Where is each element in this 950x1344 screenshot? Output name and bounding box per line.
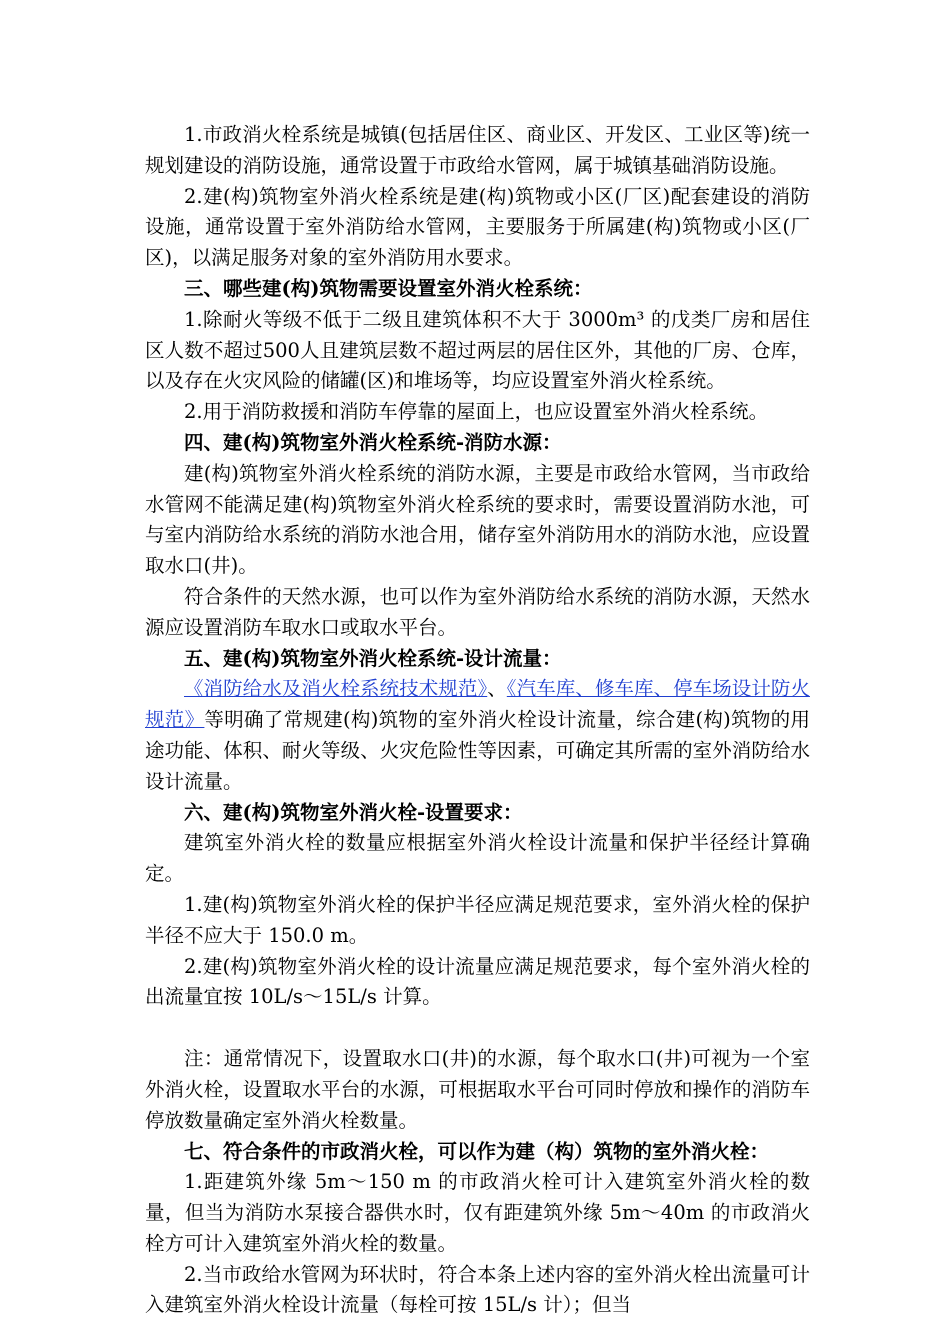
link-separator: 、 <box>487 677 507 701</box>
paragraph-section-7-item-2: 2.当市政给水管网为环状时，符合本条上述内容的室外消火栓出流量可计入建筑室外消火栓设计流量（每栓可按 15L/s 计）；但当 <box>145 1262 810 1317</box>
paragraph-section-7-item-1: 1.距建筑外缘 5m～150 m 的市政消火栓可计入建筑室外消火栓的数量，但当为消防水泵接合器供水时，仅有距建筑外缘 5m～40m 的市政消火栓方可计入建筑室外消火栓的数量。 <box>145 1170 810 1255</box>
paragraph-note: 注：通常情况下，设置取水口(井)的水源，每个取水口(井)可视为一个室外消火栓，设置取水平台的水源，可根据取水平台可同时停放和操作的消防车停放数量确定室外消火栓数量。 <box>145 1047 810 1132</box>
paragraph-water-source: 建(构)筑物室外消火栓系统的消防水源，主要是市政给水管网，当市政给水管网不能满足建(构)筑物室外消火栓系统的要求时，需要设置消防水池，可与室内消防给水系统的消防水池合用，储存室外消防用水的消防水池，应设置取水口(井)。 <box>145 461 810 578</box>
paragraph-protection-radius: 1.建(构)筑物室外消火栓的保护半径应满足规范要求，室外消火栓的保护半径不应大于 150.0 m。 <box>145 892 810 947</box>
paragraph-municipal-hydrant: 1.市政消火栓系统是城镇(包括居住区、商业区、开发区、工业区等)统一规划建设的消防设施，通常设置于市政给水管网，属于城镇基础消防设施。 <box>145 123 810 177</box>
paragraph-hydrant-count: 建筑室外消火栓的数量应根据室外消火栓设计流量和保护半径经计算确定。 <box>145 831 810 886</box>
heading-section-5: 五、建(构)筑物室外消火栓系统-设计流量： <box>184 646 562 670</box>
paragraph-natural-water-source: 符合条件的天然水源，也可以作为室外消防给水系统的消防水源，天然水源应设置消防车取水口或取水平台。 <box>145 584 810 639</box>
paragraph-design-flow <box>145 674 810 797</box>
heading-section-3: 三、哪些建(构)筑物需要设置室外消火栓系统： <box>184 276 593 300</box>
paragraph-building-hydrant: 2.建(构)筑物室外消火栓系统是建(构)筑物或小区(厂区)配套建设的消防设施，通常设置于室外消防给水管网，主要服务于所属建(构)筑物或小区(厂区)，以满足服务对象的室外消防用水要求。 <box>145 184 810 270</box>
heading-section-4: 四、建(构)筑物室外消火栓系统-消防水源： <box>184 430 562 454</box>
paragraph-section-3-item-1: 1.除耐火等级不低于二级且建筑体积不大于 3000m³ 的戊类厂房和居住区人数不超过500人且建筑层数不超过两层的居住区外，其他的厂房、仓库，以及存在火灾风险的储罐(区)和堆场等，均应设置室外消火栓系统。 <box>145 307 810 393</box>
heading-section-7: 七、符合条件的市政消火栓，可以作为建（构）筑物的室外消火栓： <box>184 1139 770 1163</box>
link-fire-water-code[interactable]: 《消防给水及消火栓系统技术规范》 <box>184 677 488 701</box>
document-body <box>145 120 810 1321</box>
blank-line <box>145 1013 810 1044</box>
heading-section-6: 六、建(构)筑物室外消火栓-设置要求： <box>184 800 523 824</box>
link-garage-fire-code[interactable]: 《汽车库、修车库、停车场设计防火规范》 <box>145 677 810 732</box>
paragraph-hydrant-flow: 2.建(构)筑物室外消火栓的设计流量应满足规范要求，每个室外消火栓的出流量宜按 10L/s～15L/s 计算。 <box>145 954 810 1009</box>
paragraph-section-3-item-2: 2.用于消防救援和消防车停靠的屋面上，也应设置室外消火栓系统。 <box>184 400 769 424</box>
design-flow-text: 等明确了常规建(构)筑物的室外消火栓设计流量，综合建(构)筑物的用途功能、体积、耐火等级、火灾危险性等因素，可确定其所需的室外消防给水设计流量。 <box>145 708 810 793</box>
